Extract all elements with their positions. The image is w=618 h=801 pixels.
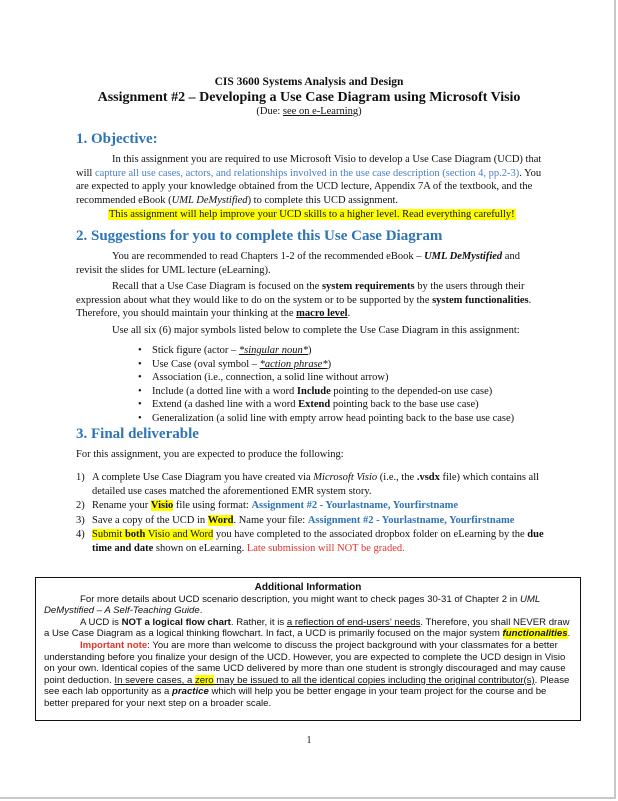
item-filename-format: Assignment #2 - Yourlastname, Yourfirstname [251, 500, 459, 512]
info-paragraph-2 [44, 617, 572, 640]
info-p2-bold: NOT a logical flow chart [121, 616, 231, 628]
info-paragraph-3 [44, 640, 572, 710]
list-item [76, 471, 546, 498]
late-submission-warning: Late submission will NOT be graded. [246, 542, 405, 554]
info-paragraph-1 [44, 594, 572, 617]
section3-intro: For this assignment, you are expected to produce the following: [76, 449, 344, 460]
s2-p1-text-a: You are recommended to read Chapters 1-2 of the recommended eBook – [112, 251, 425, 262]
s2-bold-1: system requirements [321, 281, 415, 292]
info-p2-end: . [567, 628, 571, 640]
item-highlight: Submit [92, 529, 125, 541]
list-item [76, 499, 546, 513]
s2-bold-3: macro level [296, 308, 348, 320]
bullet-text-end: pointing back to the base use case) [330, 399, 479, 411]
info-p2-text-c: . Therefore, you shall NEVER draw a Use Case Diagram as a logical thinking flowchart. In fact, a UCD is primarily focused on the major system [44, 616, 570, 640]
s1-blue-text: capture all use cases, actors, and relationships involved in the use case description (section 4, pp.2-3) [94, 167, 520, 179]
bullet-text-end: ) [327, 358, 332, 370]
info-p2-underline: a reflection of end-users’ needs [286, 616, 421, 628]
due-link[interactable]: see on e-Learning [282, 106, 359, 117]
bullet-icon: • [138, 412, 142, 424]
page-number: 1 [306, 735, 312, 746]
bullet-text: Include (a dotted line with a word [152, 385, 297, 397]
bullet-bold: Extend [298, 399, 331, 411]
info-p1-text: For more details about UCD scenario description, you might want to check pages 30-31 of Chapter 2 in [80, 593, 520, 605]
info-p3-text-b: . Please see each lab opportunity as a [44, 674, 570, 698]
s2-bold-2: system functionalities [432, 294, 529, 306]
item-highlight: Visio [150, 500, 174, 512]
item-text: Save a copy of the UCD in [92, 514, 208, 526]
item-number: 3) [76, 514, 85, 526]
s1-text-c: ) to complete this UCD assignment. [247, 194, 399, 206]
section2-paragraph1 [76, 250, 546, 277]
info-p2-highlight: functionalities [502, 628, 568, 640]
section2-paragraph2 [76, 280, 546, 321]
info-p3-text: : You are more than welcome to discuss the project background with your classmates for a better understanding before you finalize your design of the UCD. However, you are expected to complete the UCD design in Visio on your own. Identical copies of the same UCD delivered by more than one student is strongly discouraged and may cause point deduction. [44, 639, 566, 686]
item-highlight: Word [207, 514, 234, 526]
item-text: A complete Use Case Diagram you have created via [92, 472, 314, 483]
due-suffix: ) [358, 106, 362, 117]
item-text-b: . Name your file: [233, 514, 308, 526]
item-text: Rename your [92, 500, 151, 512]
s2-p2-text-c: . Therefore, you should maintain your thinking at the [76, 294, 532, 320]
section2-heading: 2. Suggestions for you to complete this Use Case Diagram [76, 228, 443, 244]
s2-p2-text-d: . [347, 308, 351, 320]
s1-text-b: . You are expected to apply your knowledge obtained from the UCD lecture, Appendix 7A of the textbook, and the recommended eBook ( [76, 167, 542, 206]
symbol-list [138, 344, 514, 426]
info-p3-underline-1: In severe cases, a [114, 674, 195, 686]
s2-p1-text-b: and revisit the slides for UML lecture (eLearning). [76, 251, 520, 276]
item-text-b: file using format: [173, 500, 252, 512]
item-bold: .vsdx [416, 472, 440, 483]
item-text-c: file) which contains all detailed use cases matched the aforementioned EMR system story. [92, 472, 540, 497]
item-text-b: shown on eLearning. [153, 542, 247, 554]
s1-ebook-title: UML DeMystified [171, 194, 248, 206]
list-item [138, 344, 514, 358]
s2-p2-text-b: by the users through their expression about what they would like to do on the system or to be supported by the [76, 281, 525, 306]
section1-heading: 1. Objective: [76, 131, 158, 147]
deliverables-list [76, 471, 546, 557]
item-number: 4) [76, 529, 85, 541]
bullet-text: Extend (a dashed line with a word [152, 399, 299, 411]
item-text: you have completed to the associated dropbox folder on eLearning by the [213, 529, 528, 541]
item-number: 1) [76, 472, 85, 483]
list-item [138, 385, 514, 399]
item-highlight-2: Visio and Word [145, 529, 214, 541]
due-prefix: (Due: [256, 106, 283, 117]
bullet-icon: • [138, 358, 142, 370]
item-number: 2) [76, 500, 85, 512]
list-item [138, 371, 514, 385]
bullet-emphasis: *singular noun* [238, 345, 309, 356]
due-line [0, 106, 618, 117]
info-p3-emphasis: practice [172, 686, 209, 698]
list-item [76, 528, 546, 555]
info-p3-end: which will help you be better engage in your team project for the course and be better prepared for your next step on a broader scale. [44, 686, 547, 709]
item-filename-format: Assignment #2 - Yourlastname, Yourfirstname [307, 514, 515, 526]
list-item [76, 514, 546, 528]
info-box-heading: Additional Information [254, 582, 362, 593]
section1-highlight: This assignment will help improve your UCD skills to a higher level. Read everything carefully! [109, 209, 515, 220]
bullet-text: Stick figure (actor – [152, 345, 239, 356]
bullet-text: Generalization (a solid line with empty arrow head pointing back to the base use case) [152, 412, 515, 424]
info-p3-underline-2: may be issued to all the identical copies including the original contributor(s) [213, 674, 535, 686]
section2-paragraph3: Use all six (6) major symbols listed below to complete the Use Case Diagram in this assignment: [112, 325, 520, 336]
bullet-icon: • [138, 372, 142, 384]
important-note-label: Important note [80, 639, 148, 651]
s2-ebook-title: UML DeMystified [424, 251, 503, 262]
item-highlight-bold: both [124, 529, 146, 541]
list-item [138, 412, 514, 426]
section1-paragraph [76, 153, 546, 207]
item-italic: Microsoft Visio [313, 472, 378, 483]
bullet-text-end: ) [308, 345, 312, 356]
info-book-title: UML DeMystified – A Self-Teaching Guide [44, 593, 541, 617]
s2-p2-text-a: Recall that a Use Case Diagram is focused on the [112, 281, 322, 292]
bullet-icon: • [138, 385, 142, 397]
item-bold: due time and date [92, 529, 544, 554]
additional-info-box [35, 577, 581, 721]
info-p2-text: A UCD is [80, 616, 122, 628]
info-p1-end: . [199, 605, 203, 617]
s1-text-a: In this assignment you are required to use Microsoft Visio to develop a Use Case Diagram (UCD) that will [76, 154, 542, 179]
list-item [138, 358, 514, 372]
bullet-emphasis: *action phrase* [259, 358, 328, 370]
info-p2-text-b: . Rather, it is [230, 616, 287, 628]
bullet-icon: • [138, 345, 142, 356]
bullet-icon: • [138, 399, 142, 411]
item-text-b: (i.e., the [377, 472, 417, 483]
bullet-text: Association (i.e., connection, a solid line without arrow) [152, 372, 389, 384]
course-title: CIS 3600 Systems Analysis and Design [214, 76, 404, 88]
bullet-bold: Include [296, 385, 331, 397]
assignment-title: Assignment #2 – Developing a Use Case Diagram using Microsoft Visio [97, 90, 521, 105]
bullet-text: Use Case (oval symbol – [152, 358, 260, 370]
bullet-text-end: pointing to the depended-on use case) [330, 385, 493, 397]
list-item [138, 398, 514, 412]
info-p3-highlight: zero [194, 674, 214, 686]
section3-heading: 3. Final deliverable [76, 426, 199, 442]
